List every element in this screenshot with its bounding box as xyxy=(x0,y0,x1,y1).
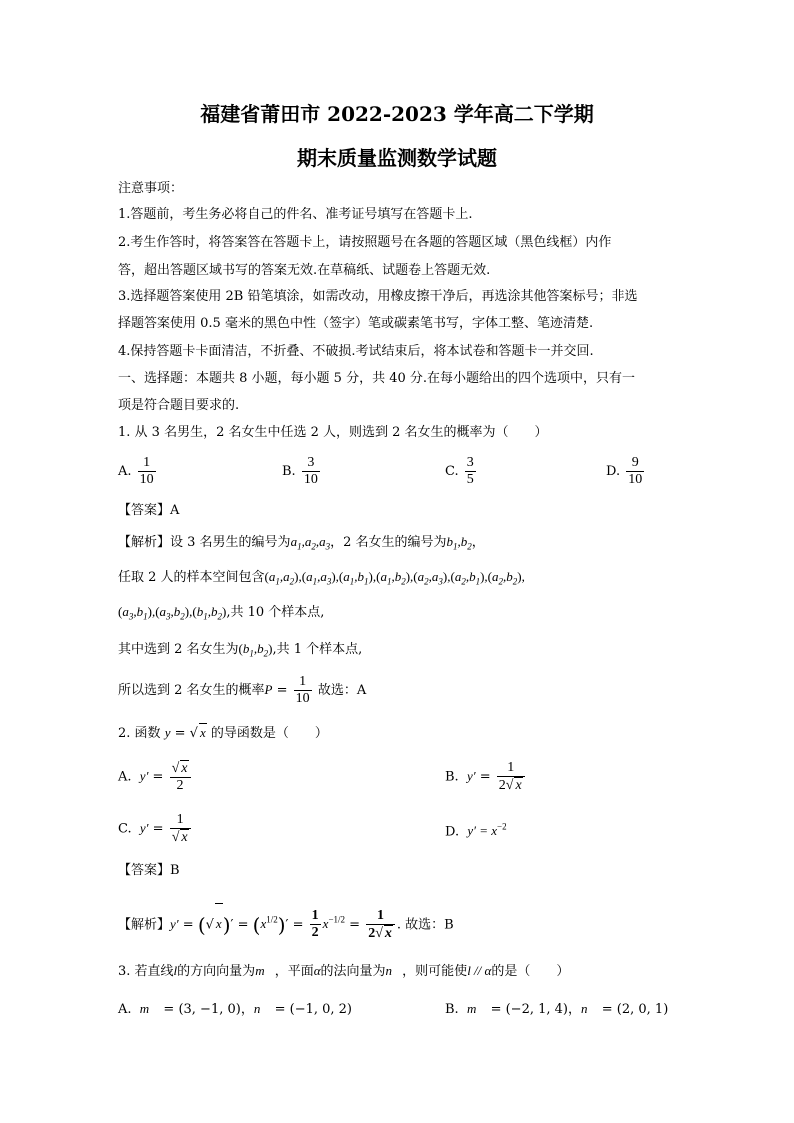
answer-value: B xyxy=(170,863,180,878)
fraction xyxy=(170,760,191,794)
option-label: B. xyxy=(445,1002,459,1017)
q2-option-c: C. y′ = $\frac{1}{√ x}$ xyxy=(118,812,193,846)
math-expr: x xyxy=(181,830,188,845)
section-1b: 项是符合题目要求的. xyxy=(118,398,240,413)
text: 的导函数是（ ） xyxy=(210,726,328,741)
q1-option-c xyxy=(445,455,478,488)
text: ，则可能使 xyxy=(402,964,468,979)
q1-option-a xyxy=(118,455,158,488)
answer-tag: 【答案】 xyxy=(118,863,171,878)
math-expr: x xyxy=(199,725,206,740)
option-label: B. xyxy=(282,464,296,479)
text: ，平面 xyxy=(274,964,314,979)
q3-option-a: A. m⃗ = (3, −1, 0)，n⃗ = (−1, 0, 2) xyxy=(118,1001,353,1017)
q2-analysis: 【解析】y′ = (√ $x)' = (x^{1/2})'$ = $\frac{1}{2}$ $x^{-1/2}$ = $\frac{1}{2√ x}$ . 故选：B xyxy=(118,900,454,945)
paren: ( xyxy=(197,912,206,937)
q3-option-b: B. m⃗ = (−2, 1, 4)，n⃗ = (2, 0, 1) xyxy=(445,1001,669,1017)
numerator: √ x xyxy=(170,760,191,778)
text: 其中选到 2 名女生为 xyxy=(118,642,239,657)
q2-option-a: A. y′ = $\frac{√ x}{2}$ xyxy=(118,760,193,794)
text: 的是（ ） xyxy=(491,964,570,979)
analysis-tag: 【解析】 xyxy=(118,917,171,933)
math-expr: $x^{-1/2}$ xyxy=(322,915,346,932)
question-1: 1. 从 3 名男生，2 名女生中任选 2 人，则选到 2 名女生的概率为（ ） xyxy=(118,425,548,440)
math-expr: y′ xyxy=(139,820,149,836)
math-expr: $(b_1,b_2)$ xyxy=(238,641,273,659)
text: ，2 名女生的编号为 xyxy=(330,535,447,550)
math-expr: y′ xyxy=(170,916,179,932)
option-label: A. xyxy=(118,1002,132,1017)
notice-header: 注意事项： xyxy=(118,181,184,196)
numerator: 1 xyxy=(497,760,525,777)
answer-tag: 【答案】 xyxy=(118,503,171,518)
numerator: 1 xyxy=(366,908,395,925)
q1-analysis-line-4 xyxy=(118,640,362,663)
question-3 xyxy=(118,962,569,981)
denominator: 10 xyxy=(295,691,310,706)
fraction xyxy=(138,455,156,488)
analysis-tag: 【解析】 xyxy=(118,535,171,550)
fraction xyxy=(465,455,476,488)
notice-1: 1.答题前，考生务必将自己的件名、准考证号填写在答题卡上. xyxy=(118,207,473,222)
denominator: 10 xyxy=(628,472,643,487)
question-2: 2. 函数 y = √ x 的导函数是（ ） xyxy=(118,725,328,741)
section-1a: 一、选择题：本题共 8 小题，每小题 5 分，共 40 分.在每小题给出的四个选项中，只有一 xyxy=(118,371,636,386)
numerator: 3 xyxy=(466,455,474,470)
math-expr: $b_1,b_2$ xyxy=(446,534,472,552)
math-expr: n⃗ xyxy=(385,963,403,978)
q2-option-b: B. y′ = $\frac{1}{2√ x}$ xyxy=(445,760,527,794)
answer-value: A xyxy=(170,503,180,518)
fraction xyxy=(366,908,395,942)
q1-option-d xyxy=(606,455,646,488)
notice-3b: 择题答案使用 0.5 毫米的黑色中性（签字）笔或碳素笔书写，字体工整、笔迹清楚. xyxy=(118,316,594,331)
math-expr: α xyxy=(313,963,321,978)
fraction xyxy=(294,674,312,707)
math-expr: $x^{1/2}$ xyxy=(260,915,278,932)
numerator: 1 xyxy=(311,908,319,924)
denominator: 2√ x xyxy=(368,925,392,941)
math-expr: $a_1,a_2,a_3$ xyxy=(290,534,331,552)
numerator: 1 xyxy=(170,812,191,829)
notice-4: 4.保持答题卡卡面清洁，不折叠、不破损.考试结束后，将本试卷和答题卡一并交回. xyxy=(118,344,594,359)
q1-analysis-line-2 xyxy=(118,568,525,591)
math-expr: x xyxy=(215,903,223,944)
text: 设 3 名男生的编号为 xyxy=(170,535,291,550)
math-expr: P xyxy=(264,682,273,697)
notice-2a: 2.考生作答时，将答案答在答题卡上，请按照题号在各题的答题区域（黑色线框）内作 xyxy=(118,235,612,250)
math-expr: m⃗ xyxy=(466,1001,487,1016)
fraction xyxy=(497,760,525,794)
denominator: 2 xyxy=(311,925,319,941)
q1-analysis-line-5: 所以选到 2 名女生的概率P = $\frac{1}{10}$ 故选：A xyxy=(118,674,367,706)
text: 的方向向量为 xyxy=(177,964,256,979)
text: 2. 函数 xyxy=(118,726,161,741)
q1-analysis-line-1: 【解析】设 3 名男生的编号为$a_1,a_2,a_3$，2 名女生的编号为$b_1,b_2$， xyxy=(118,534,485,552)
math-expr: l // α xyxy=(467,963,492,978)
math-expr: $y' = x^{-2}$ xyxy=(467,822,507,839)
denominator: 10 xyxy=(139,472,154,487)
text: 故选：B xyxy=(405,917,454,933)
math-expr: y xyxy=(164,725,171,740)
q1-option-b xyxy=(282,455,322,488)
text: ,共 10 个样本点, xyxy=(226,605,325,620)
notice-3a: 3.选择题答案使用 2B 铅笔填涂，如需改动，用橡皮擦干净后，再选涂其他答案标号；非选 xyxy=(118,289,638,304)
text: ,共 1 个样本点, xyxy=(272,642,363,657)
text: 任取 2 人的样本空间包含 xyxy=(118,570,265,585)
denominator: 5 xyxy=(466,472,474,487)
q2-option-d: D. $y' = x^{-2}$ xyxy=(445,822,507,840)
math-expr: x xyxy=(384,925,392,941)
text: 的法向量为 xyxy=(320,964,386,979)
paren: ) xyxy=(222,912,231,937)
q2-answer xyxy=(118,862,180,880)
numerator: 1 xyxy=(138,455,156,472)
math-expr: x xyxy=(515,778,522,793)
sqrt-sign: √ xyxy=(189,726,198,741)
math-expr: l xyxy=(173,963,178,978)
numerator: 9 xyxy=(626,455,644,472)
paren: ) xyxy=(277,912,286,937)
fraction xyxy=(626,455,644,488)
denominator: 2 xyxy=(176,778,184,793)
option-label: A. xyxy=(118,464,132,479)
text: 所以选到 2 名女生的概率 xyxy=(118,683,265,698)
numerator: 1 xyxy=(294,674,312,691)
fraction xyxy=(310,908,321,941)
paren: ( xyxy=(252,912,261,937)
fraction xyxy=(170,812,191,846)
notice-2b: 答，超出答题区域书写的答案无效.在草稿纸、试题卷上答题无效. xyxy=(118,263,491,278)
math-expr: m⃗ xyxy=(139,1001,160,1016)
q1-answer xyxy=(118,502,179,520)
denominator: √ x xyxy=(171,830,188,845)
math-expr: y′ xyxy=(466,768,476,784)
math-expr: n⃗ xyxy=(253,1001,271,1016)
fraction xyxy=(302,455,320,488)
title-line-2: 期末质量监测数学试题 xyxy=(297,146,497,170)
option-label: D. xyxy=(606,464,621,479)
q1-analysis-line-3 xyxy=(118,603,324,626)
math-expr: $(a_1,a_2),(a_1,a_3),(a_1,b_1),(a_1,b_2),(a_2,a_3),(a_2,b_1),(a_2,b_2)$, xyxy=(264,569,525,587)
denominator: 2√ x xyxy=(498,778,522,793)
math-expr: y′ xyxy=(139,768,149,784)
title-line-1: 福建省莆田市 2022-2023 学年高二下学期 xyxy=(200,102,594,126)
numerator: 3 xyxy=(302,455,320,472)
text: 3. 若直线 xyxy=(118,964,174,979)
math-expr: m⃗ xyxy=(255,963,275,978)
math-expr: x xyxy=(181,761,188,776)
denominator: 10 xyxy=(303,472,318,487)
math-expr: $(a_3,b_1),(a_3,b_2),(b_1,b_2)$ xyxy=(118,604,227,622)
text: 故选：A xyxy=(317,683,367,698)
math-expr: n⃗ xyxy=(581,1001,598,1016)
option-label: C. xyxy=(445,464,459,479)
